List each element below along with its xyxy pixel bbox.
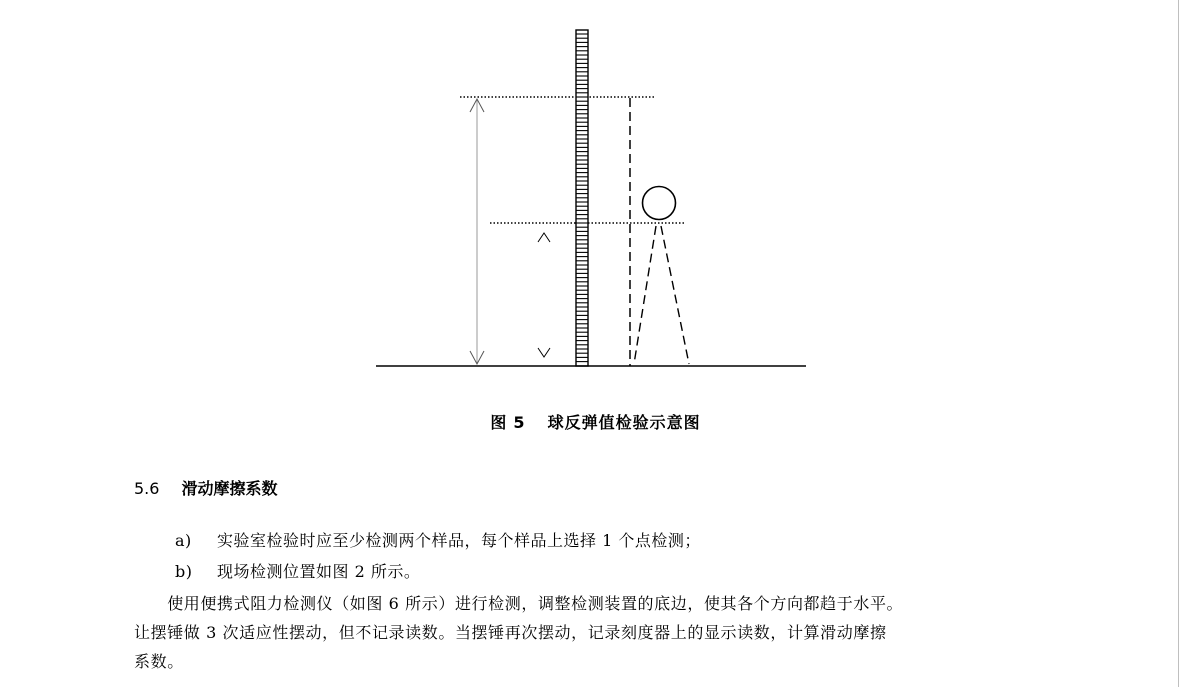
list-item-marker: b): [175, 562, 193, 581]
drop-height-dimension: [470, 99, 484, 364]
support-right-dashed-line: [661, 226, 689, 364]
figure-caption-title: 球反弹值检验示意图: [547, 413, 701, 432]
figure-caption-number: 5: [513, 413, 526, 432]
measuring-rule: [576, 30, 588, 366]
figure-caption-label: 图: [490, 413, 508, 432]
paragraph-line: 使用便携式阻力检测仪（如图 6 所示）进行检测，调整检测装置的底边，使其各个方向都趋于水平。: [134, 594, 904, 613]
section-heading: [134, 476, 277, 499]
list-item-text: 现场检测位置如图 2 所示。: [217, 562, 421, 581]
list-item-text: 实验室检验时应至少检测两个样品，每个样品上选择 1 个点检测；: [217, 531, 701, 550]
body-paragraph: [134, 589, 1054, 676]
list-item: [175, 559, 420, 582]
rebound-top-chevron: [538, 233, 550, 242]
section-number: 5.6: [134, 479, 160, 498]
list-item: [175, 528, 701, 551]
paragraph-line: 系数。: [134, 652, 184, 671]
support-left-dashed-line: [634, 226, 656, 364]
ball: [643, 187, 676, 220]
rebound-bottom-chevron: [538, 348, 550, 357]
figure-caption: [0, 410, 1191, 433]
section-title: 滑动摩擦系数: [181, 479, 278, 498]
list-item-marker: a): [175, 531, 192, 550]
paragraph-line: 让摆锤做 3 次适应性摆动，但不记录读数。当摆锤再次摆动，记录刻度器上的显示读数，计算滑动摩擦: [134, 623, 887, 642]
